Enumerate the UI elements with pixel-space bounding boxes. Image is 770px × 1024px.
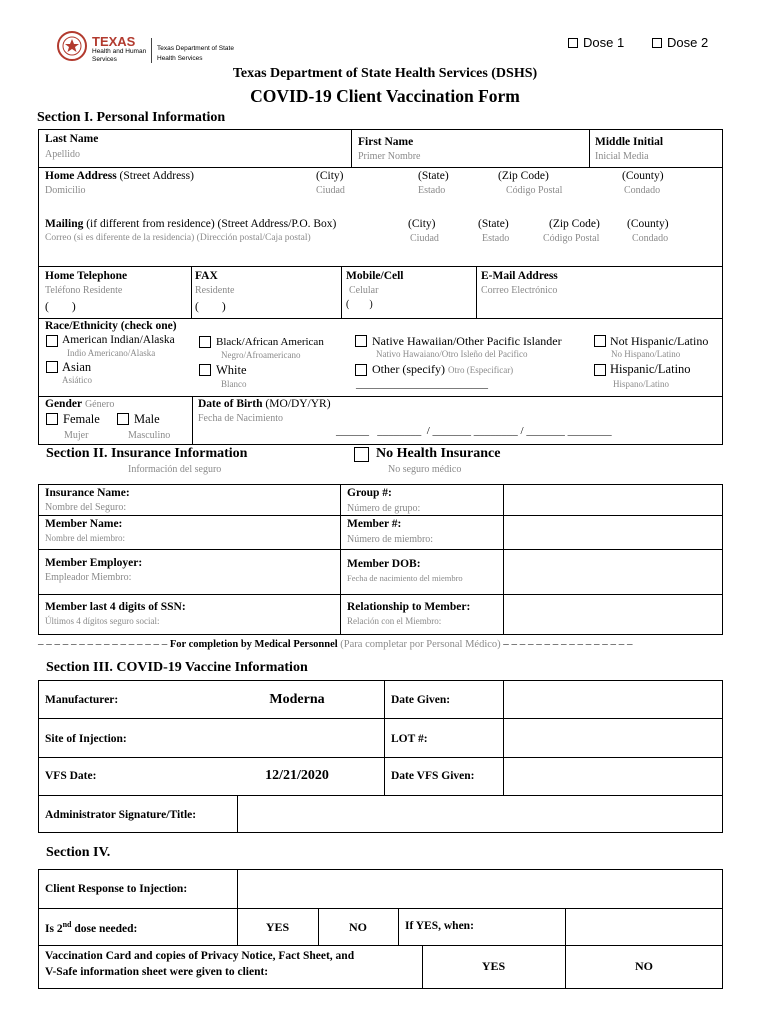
date-given-field[interactable]	[505, 682, 721, 717]
row-divider	[38, 167, 723, 168]
dose2-label: Dose 2	[667, 35, 709, 50]
divider-dashes-right: – – – – – – – – – – – – – – – –	[503, 638, 633, 650]
race-other-checkbox[interactable]	[355, 364, 367, 376]
row-divider	[38, 266, 723, 267]
dose2-needed-text: Is 2	[45, 922, 63, 935]
row-divider	[38, 594, 723, 595]
male-label: Male	[134, 412, 160, 426]
dob-label	[198, 398, 331, 410]
col-divider	[351, 129, 352, 167]
date-vfs-given-label: Date VFS Given:	[391, 770, 475, 782]
client-response-label: Client Response to Injection:	[45, 883, 188, 895]
insurance-name-label-es: Nombre del Seguro:	[45, 502, 127, 513]
race-other-text-es: Otro (Especificar)	[447, 365, 514, 375]
first-name-field[interactable]	[353, 131, 587, 165]
race-nhpi-label: Native Hawaiian/Other Pacific Islander	[372, 334, 562, 348]
col-divider	[503, 484, 504, 635]
logo-hhs-text: Health and Human	[92, 48, 147, 55]
fax-label-es: Residente	[195, 285, 235, 296]
race-nhpi-checkbox[interactable]	[355, 335, 367, 347]
relationship-field[interactable]	[505, 596, 721, 634]
mailing-label	[45, 218, 336, 230]
vfs-date-label: VFS Date:	[45, 770, 97, 782]
col-divider	[341, 266, 342, 318]
section2-title: Section II. Insurance Information	[46, 446, 248, 461]
col-divider	[340, 484, 341, 635]
col-divider	[191, 266, 192, 318]
section2-title-es: Información del seguro	[128, 464, 222, 475]
if-yes-when-label: If YES, when:	[405, 920, 474, 932]
home-zip-label-es: Código Postal	[506, 185, 563, 196]
if-yes-when-field[interactable]	[567, 910, 721, 944]
row-divider	[38, 549, 723, 550]
home-telephone-field[interactable]: ( )	[45, 301, 76, 313]
home-city-label-es: Ciudad	[316, 185, 345, 196]
no-insurance-label: No Health Insurance	[376, 446, 501, 461]
race-black-label-es: Negro/Afroamericano	[221, 350, 301, 360]
female-label: Female	[63, 412, 100, 426]
home-address-title: Home Address	[45, 170, 117, 182]
race-other-text: Other (specify)	[372, 362, 445, 376]
fax-field[interactable]: ( )	[195, 301, 226, 313]
mail-city-label: (City)	[408, 218, 436, 230]
row-divider	[38, 318, 723, 319]
home-city-label: (City)	[316, 170, 344, 182]
divider-text: For completion by Medical Personnel	[169, 639, 338, 650]
admin-signature-label: Administrator Signature/Title:	[45, 809, 197, 821]
race-black-label: Black/African American	[216, 336, 324, 348]
mail-zip-label: (Zip Code)	[549, 218, 600, 230]
mail-city-label-es: Ciudad	[410, 233, 439, 244]
race-black-checkbox[interactable]	[199, 336, 211, 348]
member-number-label-es: Número de miembro:	[347, 534, 434, 545]
agency-title: Texas Department of State Health Services (DSHS)	[232, 66, 538, 81]
dose2-needed-rest: dose needed:	[71, 922, 138, 935]
mail-zip-label-es: Código Postal	[543, 233, 600, 244]
fax-label: FAX	[195, 270, 218, 282]
card-given-yes-option[interactable]: YES	[481, 959, 506, 973]
mail-county-label-es: Condado	[632, 233, 669, 244]
dose2-yes-option[interactable]: YES	[265, 920, 290, 934]
mailing-label-es: Correo (si es diferente de la residencia) (Dirección postal/Caja postal)	[45, 233, 311, 243]
client-response-field[interactable]	[239, 871, 721, 907]
race-aian-checkbox[interactable]	[46, 335, 58, 347]
divider-dashes-left: – – – – – – – – – – – – – – – –	[38, 638, 168, 650]
female-checkbox[interactable]	[46, 413, 58, 425]
race-white-checkbox[interactable]	[199, 364, 211, 376]
race-white-label: White	[216, 363, 247, 377]
race-white-label-es: Blanco	[221, 379, 247, 389]
race-asian-label-es: Asiático	[62, 375, 92, 385]
no-insurance-label-es: No seguro médico	[388, 464, 462, 475]
dose2-checkbox[interactable]	[652, 38, 662, 48]
mail-state-label-es: Estado	[482, 233, 510, 244]
row-divider	[38, 718, 723, 719]
dob-label-es: Fecha de Nacimiento	[198, 413, 283, 424]
race-nhpi-label-es: Nativo Hawaiano/Otro Isleño del Pacifico	[376, 349, 528, 359]
member-number-label: Member #:	[347, 518, 402, 530]
home-telephone-label: Home Telephone	[45, 270, 128, 282]
home-state-label: (State)	[418, 170, 449, 182]
eth-hispanic-checkbox[interactable]	[594, 364, 606, 376]
male-checkbox[interactable]	[117, 413, 129, 425]
dob-field[interactable]: ______ ________ / _______ ________ / _______ ________	[336, 425, 612, 437]
site-injection-field[interactable]	[200, 720, 382, 756]
member-dob-field[interactable]	[505, 551, 721, 593]
home-address-sub: (Street Address)	[119, 170, 194, 182]
ssn-label: Member last 4 digits of SSN:	[45, 601, 186, 613]
row-divider	[38, 757, 723, 758]
first-name-label: First Name	[358, 136, 414, 148]
col-divider	[476, 266, 477, 318]
home-state-label-es: Estado	[418, 185, 446, 196]
section4-title: Section IV.	[46, 845, 111, 860]
mobile-label-es: Celular	[349, 285, 379, 296]
member-name-label-es: Nombre del miembro:	[45, 533, 125, 543]
home-county-label-es: Condado	[624, 185, 661, 196]
member-dob-label-es: Fecha de nacimiento del miembro	[347, 573, 463, 583]
col-divider	[589, 129, 590, 167]
col-divider	[192, 396, 193, 445]
race-other-label	[372, 362, 513, 377]
logo-dept-text2: Health Services	[157, 55, 203, 62]
email-label-es: Correo Electrónico	[481, 285, 558, 296]
middle-initial-field[interactable]	[591, 131, 721, 165]
card-given-no-option[interactable]: NO	[635, 959, 653, 973]
race-aian-label-es: Indio Americano/Alaska	[67, 348, 156, 358]
male-label-es: Masculino	[128, 430, 171, 441]
form-title: COVID-19 Client Vaccination Form	[250, 86, 520, 106]
mailing-address-field[interactable]	[40, 246, 721, 264]
gender-title: Gender	[45, 398, 83, 410]
insurance-name-label: Insurance Name:	[45, 487, 130, 499]
lot-field[interactable]	[505, 720, 721, 756]
last-name-label: Last Name	[45, 133, 99, 145]
middle-initial-label-es: Inicial Media	[595, 151, 649, 162]
race-aian-label: American Indian/Alaska	[62, 334, 175, 346]
home-telephone-label-es: Teléfono Residente	[45, 285, 123, 296]
mobile-label: Mobile/Cell	[346, 270, 404, 282]
manufacturer-label: Manufacturer:	[45, 694, 119, 706]
logo-divider	[151, 38, 152, 63]
gender-label	[45, 398, 114, 410]
home-county-label: (County)	[622, 170, 664, 182]
email-field[interactable]	[478, 298, 721, 316]
mailing-title: Mailing	[45, 218, 84, 230]
eth-not-hispanic-label: Not Hispanic/Latino	[610, 334, 709, 348]
group-number-field[interactable]	[505, 486, 721, 514]
mail-state-label: (State)	[478, 218, 509, 230]
lot-label: LOT #:	[391, 733, 428, 745]
section1-title: Section I. Personal Information	[37, 110, 226, 125]
mobile-field[interactable]: ( )	[346, 299, 373, 310]
date-given-label: Date Given:	[391, 694, 451, 706]
vaccination-card-label-2: V-Safe information sheet were given to client:	[45, 966, 269, 978]
last-name-field[interactable]	[40, 131, 349, 165]
race-asian-label: Asian	[62, 360, 92, 374]
col-divider	[384, 680, 385, 795]
race-asian-checkbox[interactable]	[46, 361, 58, 373]
manufacturer-value[interactable]: Moderna	[269, 692, 325, 707]
eth-not-hispanic-label-es: No Hispano/Latino	[611, 349, 681, 359]
group-number-label-es: Número de grupo:	[347, 503, 421, 514]
row-divider	[38, 795, 723, 796]
home-address-label	[45, 170, 194, 182]
middle-initial-label: Middle Initial	[595, 136, 664, 148]
texas-seal-icon	[57, 31, 87, 61]
ssn-label-es: Últimos 4 dígitos seguro social:	[45, 616, 160, 626]
vaccination-card-label-1: Vaccination Card and copies of Privacy Notice, Fact Sheet, and	[45, 950, 355, 962]
member-employer-label-es: Empleador Miembro:	[45, 572, 132, 583]
dose1-checkbox[interactable]	[568, 38, 578, 48]
race-ethnicity-label: Race/Ethnicity (check one)	[45, 320, 177, 332]
medical-personnel-divider	[38, 638, 728, 650]
vfs-date-value[interactable]: 12/21/2020	[265, 768, 329, 783]
row-divider	[38, 945, 723, 946]
col-divider	[565, 908, 566, 945]
dose2-needed-label	[45, 920, 137, 935]
member-dob-label: Member DOB:	[347, 558, 421, 570]
section3-title: Section III. COVID-19 Vaccine Information	[46, 660, 308, 675]
mail-county-label: (County)	[627, 218, 669, 230]
email-label: E-Mail Address	[481, 270, 558, 282]
logo-hhs-text2: Services	[92, 56, 117, 63]
member-name-label: Member Name:	[45, 518, 123, 530]
admin-signature-field[interactable]	[239, 797, 721, 832]
date-vfs-given-field[interactable]	[505, 759, 721, 794]
logo-dept-text: Texas Department of State	[157, 45, 234, 52]
race-other-specify-field[interactable]: ________________________	[356, 378, 488, 390]
row-divider	[38, 515, 723, 516]
dose1-label: Dose 1	[583, 35, 625, 50]
gender-title-es: Género	[84, 399, 115, 410]
site-injection-label: Site of Injection:	[45, 733, 127, 745]
home-address-field[interactable]	[40, 198, 721, 214]
dob-format: (MO/DY/YR)	[265, 398, 331, 410]
first-name-label-es: Primer Nombre	[358, 151, 421, 162]
relationship-label-es: Relación con el Miembro:	[347, 616, 442, 626]
home-zip-label: (Zip Code)	[498, 170, 549, 182]
logo-texas-text: TEXAS	[92, 34, 136, 49]
female-label-es: Mujer	[64, 430, 89, 441]
relationship-label: Relationship to Member:	[347, 601, 471, 613]
col-divider	[503, 680, 504, 795]
member-number-field[interactable]	[505, 517, 721, 548]
dose2-no-option[interactable]: NO	[349, 920, 367, 934]
row-divider	[38, 908, 723, 909]
col-divider	[237, 795, 238, 833]
member-employer-label: Member Employer:	[45, 557, 143, 569]
divider-text-es: (Para completar por Personal Médico)	[340, 639, 501, 650]
no-insurance-checkbox[interactable]	[354, 447, 369, 462]
col-divider	[398, 908, 399, 945]
group-number-label: Group #:	[347, 487, 392, 499]
eth-hispanic-label: Hispanic/Latino	[610, 362, 691, 376]
eth-not-hispanic-checkbox[interactable]	[594, 335, 606, 347]
row-divider	[38, 396, 723, 397]
eth-hispanic-label-es: Hispano/Latino	[613, 379, 669, 389]
mailing-sub: (if different from residence) (Street Address/P.O. Box)	[86, 218, 337, 230]
dob-title: Date of Birth	[198, 398, 263, 410]
last-name-label-es: Apellido	[45, 149, 80, 160]
home-address-label-es: Domicilio	[45, 185, 86, 196]
dose2-needed-sup: nd	[62, 920, 72, 929]
